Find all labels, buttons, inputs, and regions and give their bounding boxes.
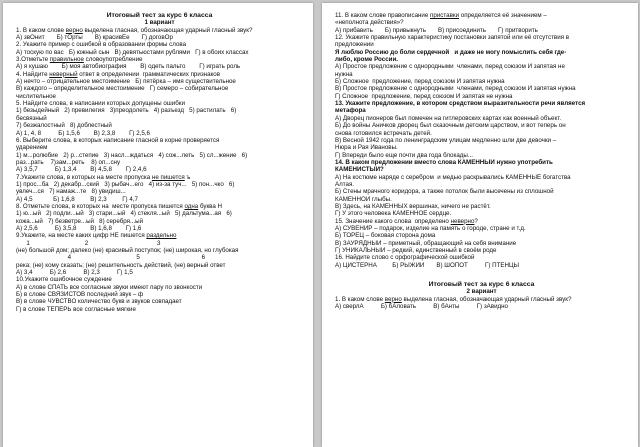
line-text: кожа...ый 7) безветре...ый 8) серебря...ый — [16, 217, 144, 225]
text-line — [335, 78, 628, 85]
text-line — [16, 152, 303, 159]
worksheet-page-left — [3, 3, 313, 447]
text-line — [16, 27, 303, 34]
text-line — [335, 232, 628, 239]
line-text: Б) Стены мрачного коридора, а также потолок были высечены из сплошной — [335, 188, 554, 196]
text-line — [335, 107, 628, 114]
question-list — [335, 12, 628, 269]
text-line — [16, 71, 303, 78]
question-list — [16, 27, 303, 313]
text-line — [335, 181, 628, 188]
variant-label: 1 вариант — [144, 19, 175, 27]
line-text: А) я кушаю Б) моя автобиография В) одеть пальто Г) играть роль — [16, 63, 241, 71]
line-text: В) ЗАУРЯДНЫЙ – приметный, обращающий на себя внимание — [335, 239, 517, 247]
text-line — [16, 218, 303, 225]
line-text: 4. Найдите — [16, 70, 50, 78]
line-text: А) 2,5,6 Б) 3,5,8 В) 1,6,8 Г) 1,6 — [16, 224, 142, 232]
line-text: Нюра и Рая Ивановы. — [335, 144, 398, 152]
test-title: Итоговый тест за курс 6 класса — [428, 281, 535, 289]
line-text: В) Весной 1942 года по ленинградским улицам медленно шли две девочки – — [335, 136, 557, 144]
line-text: Г) Впереди было еще почти два года блокады... — [335, 151, 473, 159]
line-text: А) СУВЕНИР – подарок, изделие на память о городе, стране и т.д. — [335, 224, 526, 232]
underlined-text: неверный — [49, 70, 78, 78]
line-text: (не) большой дом; далеко (не) красивый поступок; (не) широкая, но глубокая — [16, 247, 239, 254]
text-line — [335, 152, 628, 159]
text-line — [335, 296, 628, 303]
line-text: 1 2 3 — [16, 239, 161, 247]
text-line — [335, 100, 628, 107]
line-text: 9.Укажите, на месте каких цифр НЕ пишется — [16, 232, 147, 240]
text-line — [16, 107, 303, 114]
text-line — [335, 56, 628, 63]
text-line — [16, 115, 303, 122]
underlined-text: приставки — [430, 12, 460, 19]
line-text: Г) в слове ТЕПЕРЬ все согласные мягкие — [16, 305, 136, 313]
line-text: А) прибавить Б) привыкнуть В) присоединить Г) притворить — [335, 26, 538, 34]
text-line — [335, 85, 628, 92]
line-text: А) 3,4 Б) 2,6 В) 2,3 Г) 1,5 — [16, 269, 133, 277]
line-text: Г) У этого человека КАМЕННОЕ сердце. — [335, 210, 452, 218]
text-line — [16, 56, 303, 63]
line-text: бесвязный — [16, 114, 47, 122]
text-line — [16, 100, 303, 107]
text-line — [16, 276, 303, 283]
line-text: Б) ТОРЕЦ – боковая сторона дома — [335, 232, 436, 240]
line-text: 14. В каком предложении вместо слова КАМЕННЫЙ нужно употребить — [335, 158, 553, 166]
line-text: А) Простое предложение с однородными членами, перед союзом И запятая не — [335, 63, 565, 71]
text-line — [16, 247, 303, 254]
line-text: числительное — [16, 92, 56, 100]
text-line — [16, 306, 303, 313]
text-line — [335, 27, 628, 34]
line-text: ударением — [16, 144, 48, 152]
line-text: А) ЦИСТЕРНА Б) РЫЖИЙ В) ШОПОТ Г) ПТЕНЦЫ — [335, 261, 520, 269]
line-text: выделена гласная, обозначающая ударный гласный звук? — [401, 295, 572, 303]
text-line — [16, 291, 303, 298]
underlined-text: верно — [384, 295, 402, 303]
line-text: предложении — [335, 41, 374, 49]
test-title: Итоговый тест за курс 6 класса — [106, 12, 213, 19]
text-line — [335, 218, 628, 225]
line-text: Г) Сложное предложение, перед союзом И запятая не нужна — [335, 92, 513, 100]
line-text: В) в слове ЧУВСТВО количество букв и звуков совпадает — [16, 298, 182, 306]
line-text: Б) в слове СВЯЗИСТОВ последний звук – ф — [16, 291, 144, 299]
line-text: 3.Отметьте — [16, 56, 50, 64]
line-text: 11. В каком слове правописание — [335, 12, 431, 19]
text-line — [16, 298, 303, 305]
text-line — [16, 174, 303, 181]
line-text: метафора — [335, 107, 366, 115]
text-line — [335, 240, 628, 247]
line-text: 1. В каком слове — [16, 26, 66, 34]
line-text: 6. Выберите слова, в которых написание гласной в корне проверяется — [16, 136, 220, 144]
text-line — [16, 49, 303, 56]
line-text: ъ — [184, 173, 191, 181]
text-line — [335, 130, 628, 137]
text-line — [335, 247, 628, 254]
text-line — [335, 210, 628, 217]
text-line — [335, 225, 628, 232]
line-text: 1. В каком слове — [335, 295, 385, 303]
text-line — [335, 34, 628, 41]
text-line — [16, 41, 303, 48]
line-text: 5. Найдите слова, в написании которых допущены ошибки — [16, 100, 185, 108]
line-text: буква Н — [198, 202, 223, 210]
line-text: 10.Укажите ошибочное суждение — [16, 276, 112, 284]
text-line — [335, 19, 628, 26]
text-line — [335, 174, 628, 181]
line-text: 13. Укажите предложение, в котором средством выразительности речи является — [335, 100, 586, 108]
text-line — [16, 203, 303, 210]
line-text: А) 1, 4, 8 Б) 1,5,6 В) 2,3,8 Г) 2,5,6 — [16, 129, 150, 137]
underlined-text: неверно — [450, 217, 475, 225]
line-text: 4 5 6 — [16, 254, 206, 262]
underlined-text: правильное — [49, 56, 84, 64]
text-line — [335, 159, 628, 166]
line-text: 1) безыдейный 2) превилегия 3)преодолеть 4) разъезд 5) растилать 6) — [16, 107, 237, 115]
text-line — [16, 144, 303, 151]
line-text: 15. Значение какого слова определено — [335, 217, 451, 225]
text-line — [16, 78, 303, 85]
line-text: А) На костюме наряде с серебром и медью раскрывались КАМЕННЫЕ богатства — [335, 173, 571, 181]
text-line — [16, 188, 303, 195]
line-text: 7.Укажите слова, в которых на месте пропуска — [16, 173, 152, 181]
line-text: ответ в определении грамматических признаков — [77, 70, 221, 78]
text-line — [16, 34, 303, 41]
page-right-content — [322, 3, 638, 310]
text-line — [16, 225, 303, 232]
line-text: 1) м...ролюбие 2) р...степие 3) насл...ждаться 4) сож...леть 5) сл...жение 6) — [16, 151, 248, 159]
line-text: В) Здесь, на КАМЕННЫХ вершинах, ничего не растёт. — [335, 202, 491, 210]
text-line — [16, 159, 303, 166]
text-line — [335, 166, 628, 173]
text-line — [335, 254, 628, 261]
line-text: А) в слове СПАТЬ все согласные звуки имеют пару по звонкости — [16, 283, 203, 291]
text-line — [335, 71, 628, 78]
text-line — [335, 303, 628, 310]
line-text: 1) прос...ба 2) декабр...ский 3) рыбач...его 4) из-за туч... 5) пон...чко 6) — [16, 180, 235, 188]
text-line — [335, 41, 628, 48]
variant-label: 2 вариант — [466, 288, 497, 296]
text-line — [335, 188, 628, 195]
underlined-text: раздельно — [146, 232, 177, 240]
text-line — [335, 196, 628, 203]
line-text: определяется её значением – — [459, 12, 547, 19]
text-line — [16, 254, 303, 261]
text-line — [16, 232, 303, 239]
line-text: Я люблю Россию до боли сердечной и даже не могу помыслить себя где- — [335, 48, 567, 56]
text-line — [16, 63, 303, 70]
line-text: А) 3,5,7 Б) 1,3,4 В) 4,5,8 Г) 2,4,6 — [16, 166, 147, 174]
line-text: А) Дворец пионеров был помечен на гитлеровских картах как военный объект. — [335, 114, 562, 122]
line-text: КАМЕННОЙ глыбы. — [335, 195, 392, 203]
line-text: 8. Отметьте слова, в которых на месте пропуска пишется — [16, 202, 185, 210]
text-line — [16, 85, 303, 92]
text-line — [335, 137, 628, 144]
text-line — [16, 166, 303, 173]
text-line — [16, 284, 303, 291]
text-line — [335, 49, 628, 56]
page-left-content — [3, 3, 313, 313]
text-line — [16, 93, 303, 100]
line-text: Б) Сложное предложение, перед союзом И запятая нужна — [335, 78, 505, 86]
text-line — [16, 137, 303, 144]
text-line — [16, 181, 303, 188]
question-list — [335, 296, 628, 311]
text-line — [335, 122, 628, 129]
line-text: ? — [474, 217, 478, 225]
line-text: А) звОнит Б) тОрты В) красивЕе Г) договОр — [16, 34, 173, 42]
text-line — [16, 262, 303, 269]
line-text: «неполнота действия»? — [335, 19, 404, 27]
line-text: 16. Найдите слово с орфографической ошибкой — [335, 254, 475, 262]
text-line — [335, 93, 628, 100]
text-line — [335, 203, 628, 210]
line-text: либо, кроме России. — [335, 56, 398, 64]
text-line — [335, 115, 628, 122]
line-text: нужна — [335, 70, 353, 78]
underlined-text: не пишется — [151, 173, 185, 181]
line-text: В) Простое предложение с однородными членами, перед союзом И запятая нужна — [335, 85, 576, 93]
line-text: 12. Укажите правильную характеристику постановки запятой или её отсутствия в — [335, 34, 570, 42]
text-line — [335, 63, 628, 70]
line-text: Б) До войны Аничков дворец был сказочным детским царством, и вот теперь он — [335, 122, 566, 130]
line-text: Г) УНИКАЛЬНЫЙ – редкий, единственный в своём роде — [335, 247, 497, 254]
underlined-text: верно — [65, 26, 83, 34]
underlined-text: одна — [184, 202, 199, 210]
line-text: словоупотребление — [83, 56, 143, 64]
line-text: выделена гласная, обозначающая ударный гласный звук? — [82, 26, 253, 34]
text-line — [16, 196, 303, 203]
line-text: КАМЕНИСТЫЙ? — [335, 166, 384, 174]
line-text: В) каждого – определительное местоимение Г) семеро – собирательное — [16, 85, 229, 93]
text-line — [16, 210, 303, 217]
line-text: 1) ю...ый 2) подли...ый 3) стари...ый 4) стекля...ый 5) дальтума...ая 6) — [16, 210, 232, 218]
text-line — [335, 12, 628, 19]
line-text: река; (не) кому сказать; (не) решительность действий, (не) верный ответ — [16, 261, 226, 269]
line-text: раз...рать 7)зам...реть 8) оп...сну — [16, 158, 121, 166]
line-text: 2. Укажите пример с ошибкой в образовании формы слова — [16, 41, 187, 49]
worksheet-page-right — [322, 3, 638, 447]
line-text: А) тоскую по вас Б) южный сын В) девятьюстами рублями Г) в обоих классах — [16, 48, 249, 56]
text-line — [335, 262, 628, 269]
text-line — [16, 122, 303, 129]
text-line — [335, 144, 628, 151]
line-text: А) 4,5 Б) 1,6,8 В) 2,3 Г) 4,7 — [16, 195, 138, 203]
line-text: А) нечто – отрицательное местоимение Б) пятёрка – имя существительное — [16, 78, 236, 86]
line-text: увлеч...ся 7) намаж...те 8) увидиш... — [16, 188, 126, 196]
line-text: А) сверлА Б) бАловать В) бАнты Г) зАвидно — [335, 303, 508, 311]
text-line — [16, 130, 303, 137]
line-text: Алтая. — [335, 180, 355, 188]
line-text: 7) безжалостный 8) доблестный — [16, 122, 112, 130]
text-line — [16, 269, 303, 276]
line-text: снова готовился встречать детей. — [335, 129, 432, 137]
text-line — [16, 240, 303, 247]
